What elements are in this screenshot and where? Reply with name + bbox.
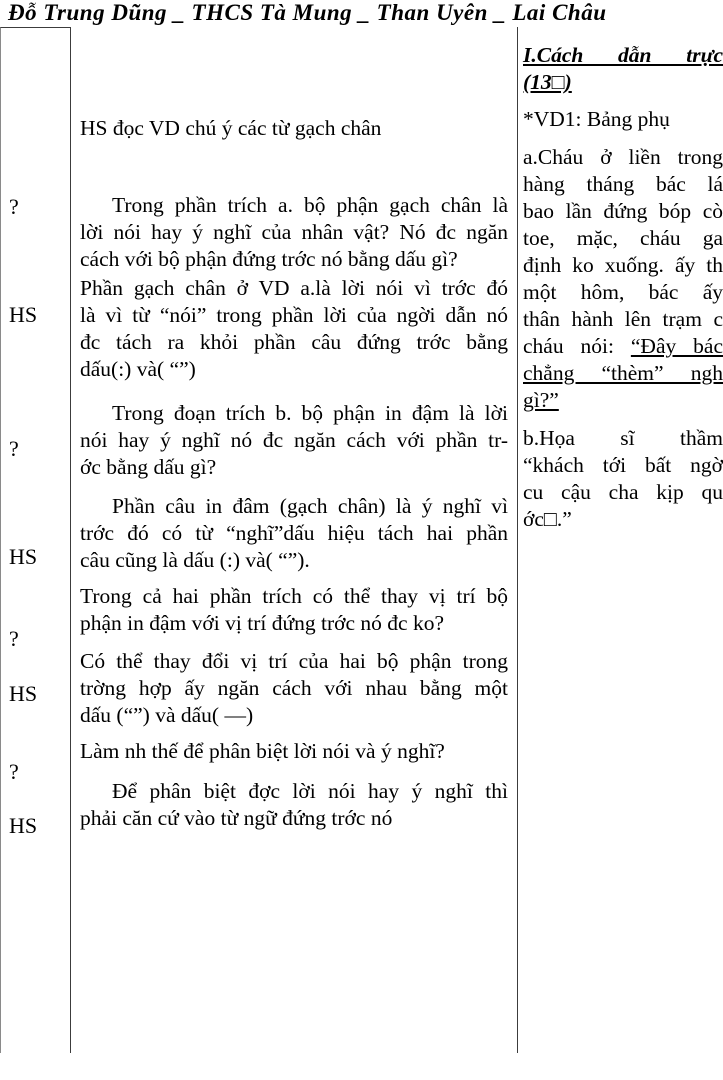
question-mark-label: ? [9,436,19,461]
text-line: toe, mặc, cháu ga [523,226,723,250]
text-line: *VD1: Bảng phụ [523,107,670,131]
text-line: cách với bộ phận đứng trớc nó bằng dấu gì? [80,247,458,271]
lesson-plan-table [0,27,723,1053]
text-line: phận in đậm với vị trí đứng trớc nó đc ko? [80,611,444,635]
example-label [523,106,723,133]
text-line: “khách tới bất ngờ [523,453,723,477]
paragraph [80,275,508,383]
heading-line: I.Cách dẫn trực [523,43,723,67]
hs-label: HS [9,813,38,838]
paragraph [80,115,508,142]
content-column [517,27,723,1053]
hs-label: HS [9,681,38,706]
text-line: một hôm, bác ấy [523,280,723,304]
paragraph [80,400,508,481]
text-line: trờng hợp ấy ngăn cách với nhau bằng một [80,676,508,700]
text-line: câu cũng là dấu (:) và( “”). [80,548,310,572]
text-line: a.Cháu ở liền trong [523,145,723,169]
section-heading [523,42,723,96]
underlined-quote-line: chẳng “thèm” ngh [523,361,723,385]
text-line: bao lần đứng bóp cò [523,199,723,223]
text-line: Trong cả hai phần trích có thể thay vị trí bộ [80,584,508,608]
text-line: Phần câu in đâm (gạch chân) là ý nghĩ vì [112,494,508,518]
question-mark-label: ? [9,194,19,219]
paragraph [80,778,508,832]
text-line: cu cậu cha kịp qu [523,480,723,504]
text-line: dấu(:) và( “”) [80,357,196,381]
text-line: phải căn cứ vào từ ngữ đứng trớc nó [80,806,393,830]
text-segment: cháu nói: [523,334,631,358]
text-line: định ko xuống. ấy th [523,253,723,277]
text-line: lời nói hay ý nghĩ của nhân vật? Nó đc ngăn [80,220,508,244]
example-a-paragraph [523,144,723,414]
text-line: Trong đoạn trích b. bộ phận in đậm là lời [112,401,508,425]
paragraph [80,583,508,637]
paragraph [80,738,508,765]
heading-duration: (13□) [523,70,572,94]
text-line: Trong phần trích a. bộ phận gạch chân là [112,193,508,217]
text-line: dấu (“”) và dấu( —) [80,703,254,727]
text-line: Có thể thay đổi vị trí của hai bộ phận trong [80,649,508,673]
hs-label: HS [9,302,38,327]
text-line: HS đọc VD chú ý các từ gạch chân [80,116,382,140]
text-line: ớc□.” [523,507,572,531]
paragraph [80,648,508,729]
text-line: nói hay ý nghĩ nó đc ngăn cách với phần tr- [80,428,508,452]
text-line: đc tách ra khỏi phần câu đứng trớc bằng [80,330,508,354]
text-line: Phần gạch chân ở VD a.là lời nói vì trớc đó [80,276,508,300]
text-line: thân hành lên trạm c [523,307,723,331]
activities-column [72,27,517,1053]
paragraph [80,192,508,273]
quoted-speech-line [523,333,723,360]
text-line: Làm nh thế để phân biệt lời nói và ý nghĩ? [80,739,445,763]
document-header-title: Đỗ Trung Dũng _ THCS Tà Mung _ Than Uyên _ Lai Châu [8,0,607,25]
underlined-quote-line: gì?” [523,388,559,412]
example-b-paragraph [523,425,723,533]
text-line: hàng tháng bác lá [523,172,723,196]
paragraph [80,493,508,574]
text-line: Để phân biệt đợc lời nói hay ý nghĩ thì [112,779,508,803]
question-mark-label: ? [9,626,19,651]
speaker-column [0,27,71,1053]
text-line: trớc đó có từ “nghĩ”dấu hiệu tách hai phần [80,521,508,545]
hs-label: HS [9,544,38,569]
question-mark-label: ? [9,759,19,784]
text-line: là vì từ “nói” trong phần lời của ngời dẫn nó [80,303,508,327]
underlined-quote: “Đây bác [630,334,723,358]
text-line: b.Họa sĩ thầm [523,426,723,450]
text-line: ớc bằng dấu gì? [80,455,217,479]
